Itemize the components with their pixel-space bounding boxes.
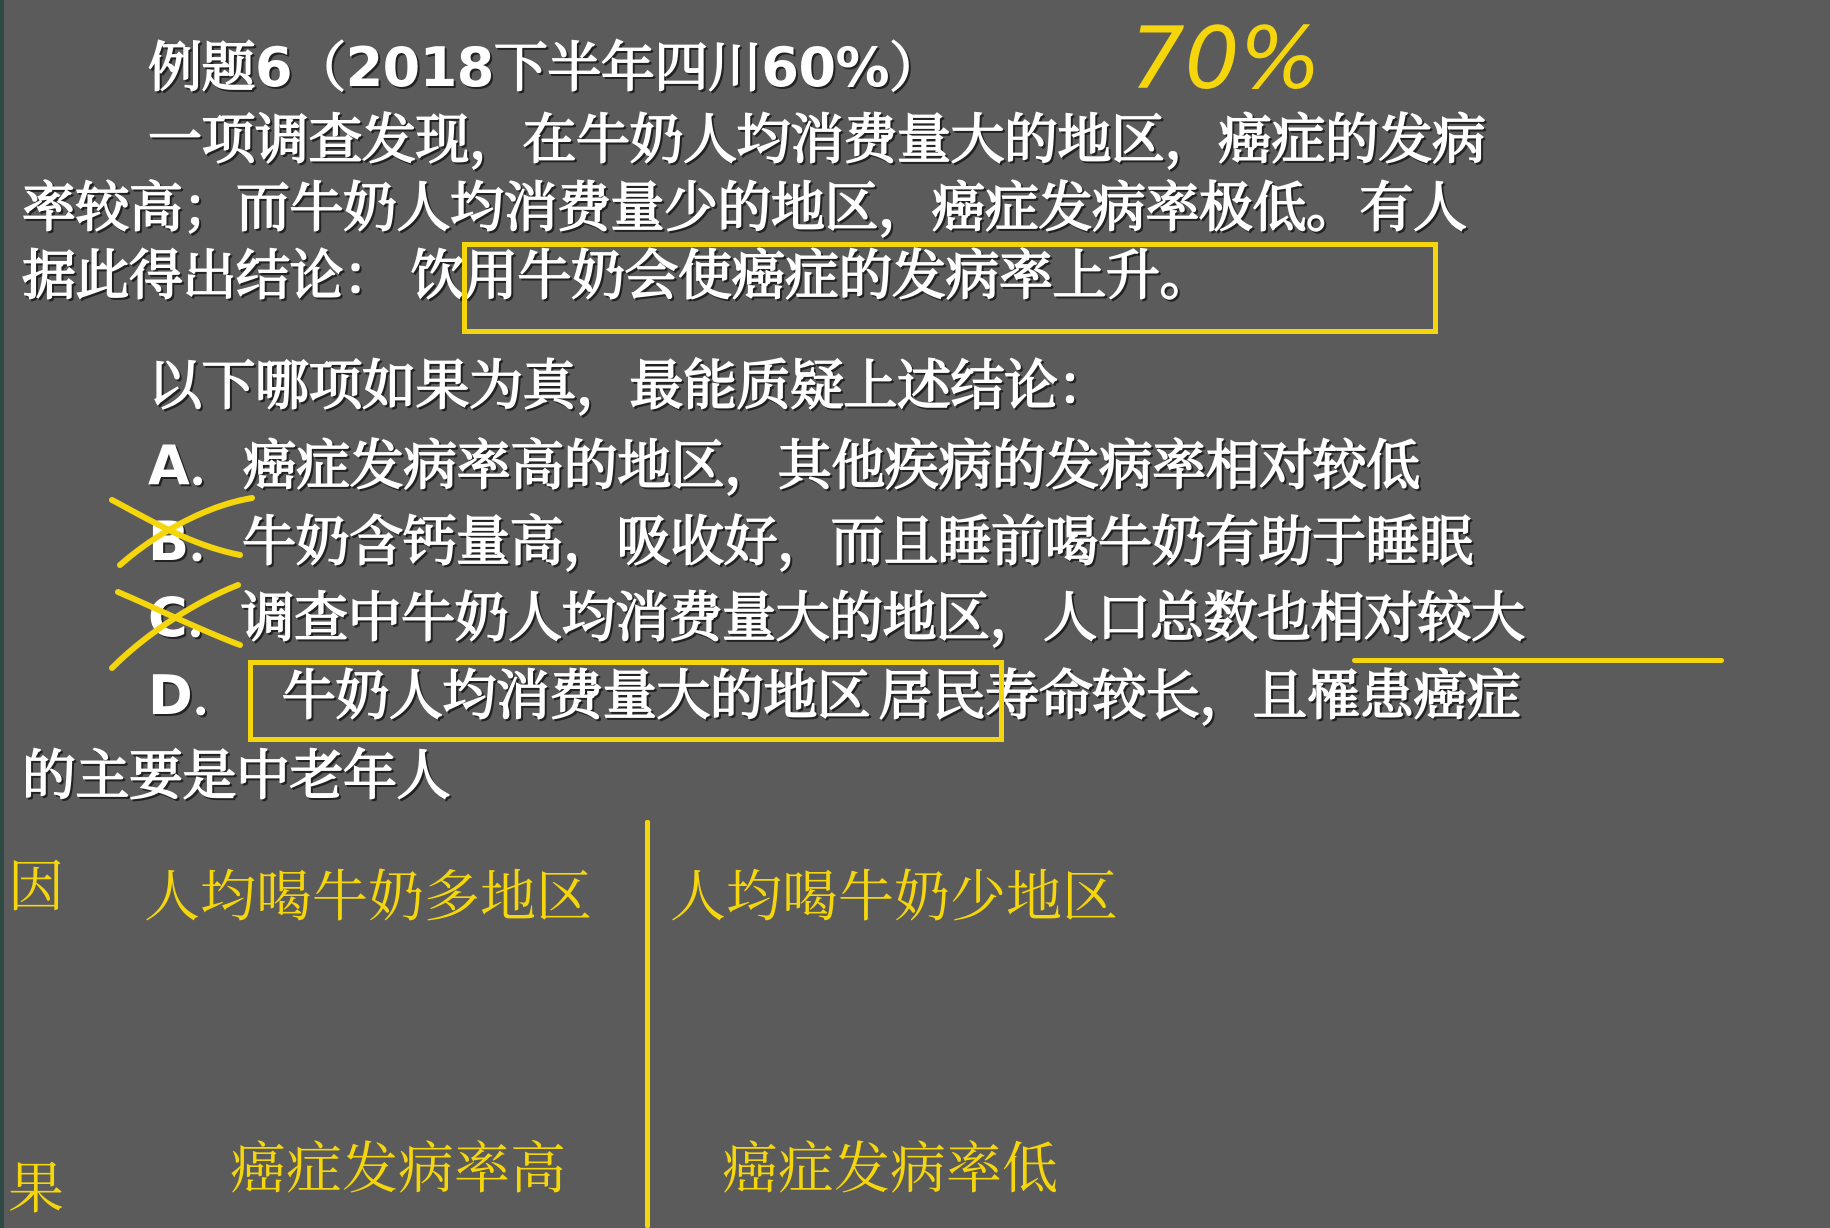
effect-right: 癌症发病率低 bbox=[722, 1137, 1058, 1202]
stem-line-1: 一项调查发现，在牛奶人均消费量大的地区，癌症的发病 bbox=[148, 108, 1486, 171]
option-c-text: 调查中牛奶人均消费量大的地区，人口总数也相对较大 bbox=[240, 586, 1525, 649]
option-d-rest-text: 居民寿命较长，且罹患癌症 bbox=[878, 664, 1521, 727]
cause-right: 人均喝牛奶少地区 bbox=[670, 865, 1118, 930]
handwritten-accuracy: 70% bbox=[1130, 9, 1322, 109]
option-c-letter: C． bbox=[148, 586, 241, 649]
conclusion-text: 饮用牛奶会使癌症的发病率上升。 bbox=[410, 244, 1213, 307]
cause-label: 因 bbox=[8, 855, 64, 920]
option-d-boxed-text: 牛奶人均消费量大的地区 bbox=[281, 664, 871, 727]
stem-line-2: 率较高；而牛奶人均消费量少的地区，癌症发病率极低。有人 bbox=[22, 176, 1467, 239]
cause-left: 人均喝牛奶多地区 bbox=[144, 865, 592, 930]
option-d-letter: D． bbox=[148, 664, 246, 727]
option-b-letter: B． bbox=[148, 510, 243, 573]
option-a-text: 癌症发病率高的地区，其他疾病的发病率相对较低 bbox=[242, 434, 1420, 497]
effect-left: 癌症发病率高 bbox=[230, 1137, 566, 1202]
question-title: 例题6（2018下半年四川60%） bbox=[148, 36, 943, 99]
question-prompt: 以下哪项如果为真，最能质疑上述结论： bbox=[148, 354, 1111, 417]
option-a-letter: A． bbox=[148, 434, 243, 497]
effect-label: 果 bbox=[8, 1157, 64, 1222]
cross-mark-c bbox=[112, 585, 240, 668]
option-b-text: 牛奶含钙量高，吸收好，而且睡前喝牛奶有助于睡眠 bbox=[242, 510, 1473, 573]
stem-line-3-prefix: 据此得出结论： bbox=[22, 244, 397, 307]
cross-mark-b bbox=[112, 498, 252, 565]
table-divider-line bbox=[645, 820, 650, 1228]
option-d-line-2: 的主要是中老年人 bbox=[22, 744, 450, 807]
